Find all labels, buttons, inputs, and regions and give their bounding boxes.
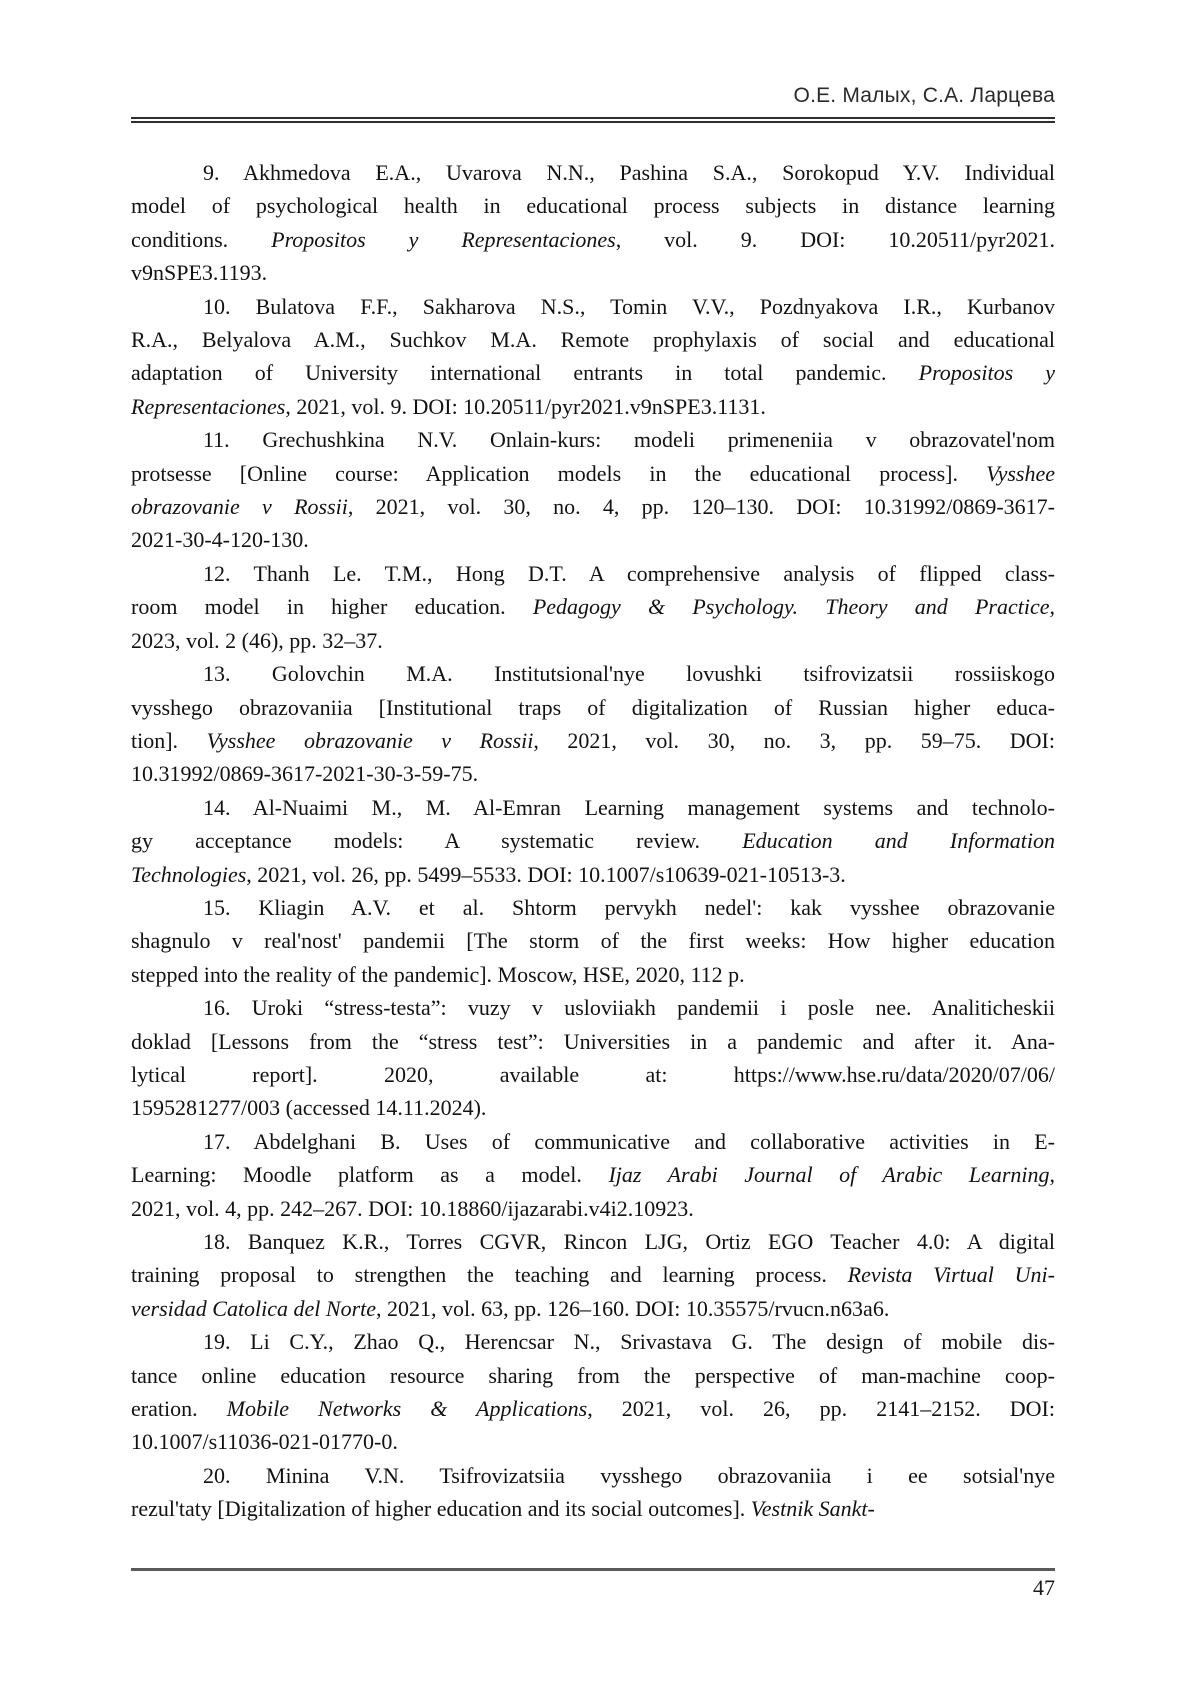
reference-line: 14. Al-Nuaimi M., M. Al-Emran Learning management systems and technolo- xyxy=(203,794,1055,820)
footer-rule xyxy=(131,1568,1055,1571)
reference-line: lytical report]. 2020, available at: https://www.hse.ru/data/2020/07/06/ xyxy=(131,1061,1055,1087)
reference-line: 16. Uroki “stress-testa”: vuzy v usloviiakh pandemii i posle nee. Analiticheskii xyxy=(203,995,1055,1021)
reference-line: 2021-30-4-120-130. xyxy=(131,527,309,553)
reference-line: obrazovanie v Rossii, 2021, vol. 30, no. 4, pp. 120–130. DOI: 10.31992/0869-3617- xyxy=(131,494,1055,520)
reference-line: Technologies, 2021, vol. 26, pp. 5499–5533. DOI: 10.1007/s10639-021-10513-3. xyxy=(131,861,846,887)
reference-line: shagnulo v real'nost' pandemii [The storm of the first weeks: How higher education xyxy=(131,928,1055,954)
reference-line: v9nSPE3.1193. xyxy=(131,260,268,286)
reference-line: doklad [Lessons from the “stress test”: Universities in a pandemic and after it. Ana- xyxy=(131,1028,1055,1054)
page-number: 47 xyxy=(1033,1575,1055,1600)
reference-line: R.A., Belyalova A.M., Suchkov M.A. Remote prophylaxis of social and educational xyxy=(131,327,1055,353)
reference-item xyxy=(131,290,1055,424)
reference-item xyxy=(131,557,1055,657)
reference-line: rezul'taty [Digitalization of higher education and its social outcomes]. Vestnik Sankt- xyxy=(131,1496,875,1522)
reference-line: 9. Akhmedova E.A., Uvarova N.N., Pashina S.A., Sorokopud Y.V. Individual xyxy=(203,160,1055,185)
reference-line: 1595281277/003 (accessed 14.11.2024). xyxy=(131,1095,487,1121)
reference-line: tion]. Vysshee obrazovanie v Rossii, 2021, vol. 30, no. 3, pp. 59–75. DOI: xyxy=(131,727,1055,753)
reference-item xyxy=(131,1225,1055,1325)
reference-line: 17. Abdelghani B. Uses of communicative and collaborative activities in E- xyxy=(203,1128,1055,1154)
reference-item xyxy=(131,156,1055,290)
reference-item xyxy=(131,423,1055,557)
reference-line: conditions. Propositos y Representaciones, vol. 9. DOI: 10.20511/pyr2021. xyxy=(131,226,1055,252)
reference-item xyxy=(131,991,1055,1125)
reference-line: Representaciones, 2021, vol. 9. DOI: 10.20511/pyr2021.v9nSPE3.1131. xyxy=(131,393,766,419)
reference-line: 2021, vol. 4, pp. 242–267. DOI: 10.18860/ijazarabi.v4i2.10923. xyxy=(131,1195,694,1221)
reference-line: 10. Bulatova F.F., Sakharova N.S., Tomin V.V., Pozdnyakova I.R., Kurbanov xyxy=(203,293,1055,319)
reference-line: 18. Banquez K.R., Torres CGVR, Rincon LJG, Ortiz EGO Teacher 4.0: A digital xyxy=(203,1229,1055,1254)
reference-line: 13. Golovchin M.A. Institutsional'nye lovushki tsifrovizatsii rossiiskogo xyxy=(203,661,1055,687)
reference-line: 12. Thanh Le. T.M., Hong D.T. A comprehensive analysis of flipped class- xyxy=(203,560,1055,586)
reference-item xyxy=(131,657,1055,791)
reference-line: gy acceptance models: A systematic review. Education and Information xyxy=(131,828,1055,854)
reference-line: 10.1007/s11036-021-01770-0. xyxy=(131,1429,398,1455)
reference-line: Learning: Moodle platform as a model. Ijaz Arabi Journal of Arabic Learning, xyxy=(131,1162,1055,1188)
reference-line: model of psychological health in educational process subjects in distance learning xyxy=(131,193,1055,219)
reference-line: versidad Catolica del Norte, 2021, vol. 63, pp. 126–160. DOI: 10.35575/rvucn.n63a6. xyxy=(131,1295,890,1321)
header-rule xyxy=(131,117,1055,123)
reference-line: stepped into the reality of the pandemic]. Moscow, HSE, 2020, 112 p. xyxy=(131,961,745,987)
reference-line: room model in higher education. Pedagogy & Psychology. Theory and Practice, xyxy=(131,594,1055,620)
reference-line: 11. Grechushkina N.V. Onlain-kurs: modeli primeneniia v obrazovatel'nom xyxy=(203,427,1055,453)
reference-line: 15. Kliagin A.V. et al. Shtorm pervykh nedel': kak vysshee obrazovanie xyxy=(203,894,1055,920)
reference-item xyxy=(131,791,1055,891)
reference-line: adaptation of University international entrants in total pandemic. Propositos y xyxy=(131,360,1056,386)
reference-list xyxy=(131,156,1055,1526)
reference-line: 19. Li C.Y., Zhao Q., Herencsar N., Srivastava G. The design of mobile dis- xyxy=(203,1329,1055,1355)
reference-line: training proposal to strengthen the teaching and learning process. Revista Virtual Uni- xyxy=(131,1262,1055,1288)
reference-item xyxy=(131,1459,1055,1526)
reference-line: tance online education resource sharing from the perspective of man-machine coop- xyxy=(131,1362,1055,1388)
reference-line: vysshego obrazovaniia [Institutional traps of digitalization of Russian higher educa- xyxy=(131,694,1055,720)
reference-line: eration. Mobile Networks & Applications, 2021, vol. 26, pp. 2141–2152. DOI: xyxy=(131,1396,1055,1422)
reference-line: 2023, vol. 2 (46), pp. 32–37. xyxy=(131,627,383,653)
running-header-author: О.Е. Малых, С.А. Ларцева xyxy=(793,84,1055,107)
reference-item xyxy=(131,891,1055,991)
reference-item xyxy=(131,1125,1055,1225)
reference-line: protsesse [Online course: Application models in the educational process]. Vysshee xyxy=(131,460,1055,486)
reference-item xyxy=(131,1325,1055,1459)
reference-line: 10.31992/0869-3617-2021-30-3-59-75. xyxy=(131,761,479,787)
reference-line: 20. Minina V.N. Tsifrovizatsiia vysshego obrazovaniia i ee sotsial'nye xyxy=(203,1462,1055,1488)
